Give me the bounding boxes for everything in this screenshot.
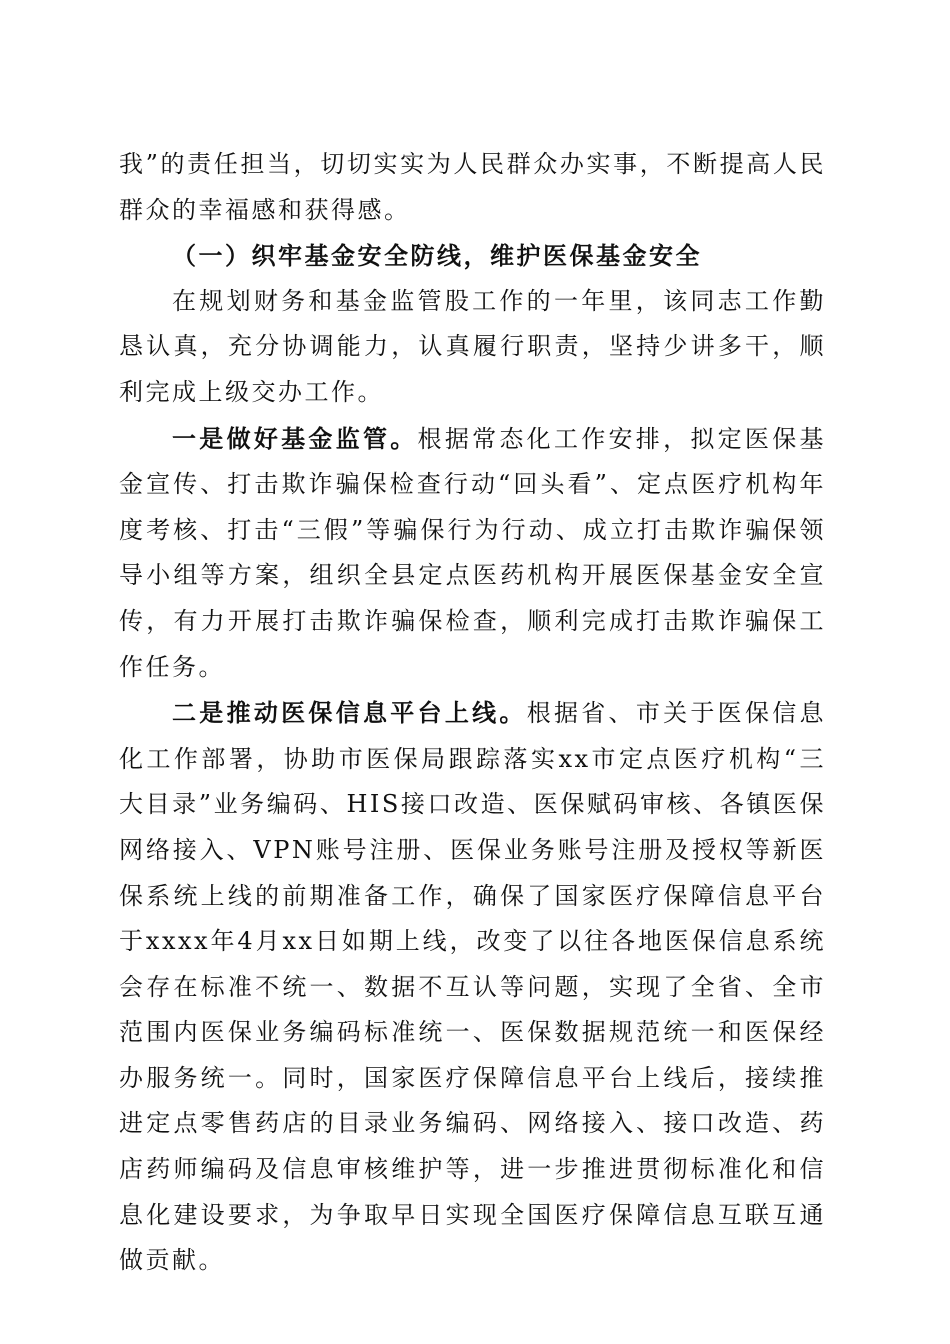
item-two-lead: 二是推动医保信息平台上线。: [172, 698, 527, 728]
item-one-body: 根据常态化工作安排，拟定医保基金宣传、打击欺诈骗保检查行动“回头看”、定点医疗机构年度考核、打击“三假”等骗保行为行动、成立打击欺诈骗保领导小组等方案，组织全县定点医药机构开展医保基金安全宣传，有力开展打击欺诈骗保检查，顺利完成打击欺诈骗保工作任务。: [119, 424, 827, 681]
paragraph-intro: 在规划财务和基金监管股工作的一年里，该同志工作勤恳认真，充分协调能力，认真履行职责，坚持少讲多干，顺利完成上级交办工作。: [119, 286, 826, 406]
document-body: [119, 142, 826, 1284]
item-one-lead: 一是做好基金监管。: [172, 423, 418, 453]
item-two-body: 根据省、市关于医保信息化工作部署，协助市医保局跟踪落实xx市定点医疗机构“三大目录”业务编码、HIS接口改造、医保赋码审核、各镇医保网络接入、VPN账号注册、医保业务账号注册及授权等新医保系统上线的前期准备工作，确保了国家医疗保障信息平台于xxxx年4月xx日如期上线，改变了以往各地医保信息系统会存在标准不统一、数据不互认等问题，实现了全省、全市范围内医保业务编码标准统一、医保数据规范统一和医保经办服务统一。同时，国家医疗保障信息平台上线后，接续推进定点零售药店的目录业务编码、网络接入、接口改造、药店药师编码及信息审核维护等，进一步推进贯彻标准化和信息化建设要求，为争取早日实现全国医疗保障信息互联互通做贡献。: [119, 699, 827, 1275]
section-heading: （一）织牢基金安全防线，维护医保基金安全: [172, 241, 702, 271]
paragraph-item-two: [119, 690, 826, 1284]
paragraph-item-one: [119, 416, 826, 691]
paragraph-continuation: 我”的责任担当，切切实实为人民群众办实事，不断提高人民群众的幸福感和获得感。: [119, 150, 826, 224]
